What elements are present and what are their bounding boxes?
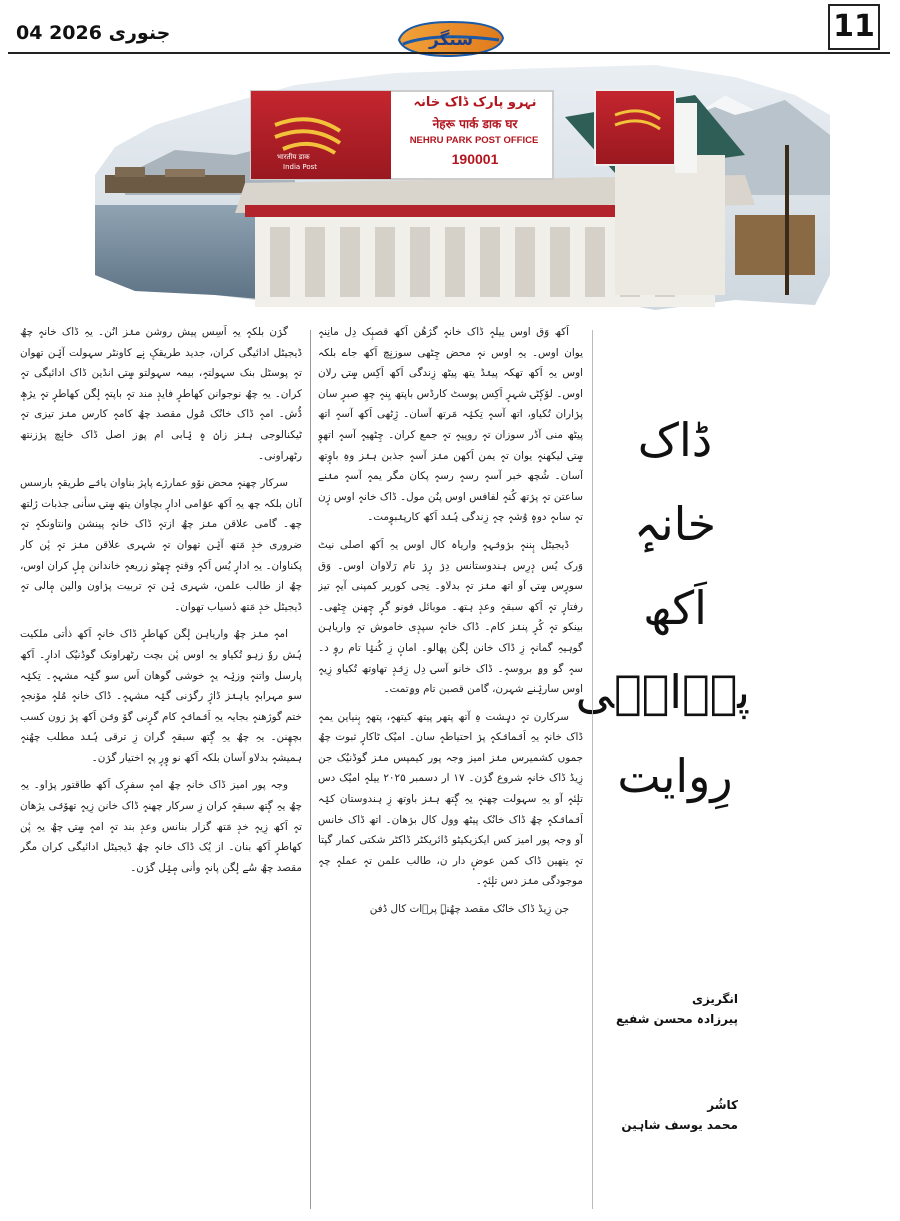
sign-hindi: नेहरू पार्क डाक घर bbox=[432, 117, 518, 131]
headline bbox=[575, 398, 750, 818]
logo-text: سنگر bbox=[428, 30, 474, 50]
page-number: 11 bbox=[828, 4, 880, 50]
article-paragraph: امہٕ منٛز چھُ واریاہن لٕگن کھاطرٕ ڈاک خانہٕ اَکھ ذأتی ملکیت ہُش روٗ زہو تُکیاو یہِ اوس پٔن بچت رٹھراونک گوڈنیُک ادارٕ۔ اَکھ پارسل واتنہٕ وزیٛہ یہٕ خوشی گوھان اَس سو گیٛہ مشہہٕ۔ تِکیٛہ سو مہرابہٕ یاہنٛز ڈاژٕ رگرٛنی گیٛہ مشہہٕ۔ ڈاک خانہٕ مُلہٕ موٚنجہٕ ختم گوژھنہٕ بجایہ یہِ اَنٛمانٛہٕ کام گرٕنی گوٚ ونٛن اَکھ پرٛ زون کسب بچھٕنن۔ یہِ چھُ یہِ گٕتھ سبقہٕ گران زِ ترقی ہُنٛد مطلب چھُنہٕ ہمیشہٕ بدلاو آسان بلکہ اَکھ نو وٕرٕ پہٕ اختیار گرٛن۔ bbox=[20, 628, 302, 764]
sign-english: NEHRU PARK POST OFFICE bbox=[409, 135, 539, 146]
article-paragraph: سرکار چھنہٕ محض نوٚو عمارژے پاپژ بناوان یانٛے طریقہٕ بارسس آنان بلکہ چھ یہِ اَکھ عوٛامی ادارٕ بچاوان یتھ سٟتۍ سأنی جذبات رٔلتھ چھ۔ گامی علاقن منٛز چھُ ازتہٕ ڈاک خانہٕ پینشن وانتاونکہٕ تہٕ ضروری خدٕ مَتھ آیٛن تھوان تہٕ شہری علاقن منٛز تہٕ پٔن کار پکناوان۔ یہِ ادارٕ یُس اَکہٕ وقتہٕ چٕھٹو زریعہٕ خاندانن مٕلٕ کران اوس، چھُ از طالب علمن، شہری یٛن تہٕ تربیت پرٛاون والین مٕالی تہٕ ڈیجیٹل خدٕ مَتھ دٔسیاب تھوان۔ bbox=[20, 477, 302, 613]
post-office-photo bbox=[95, 55, 830, 315]
sign-pin: 190001 bbox=[451, 151, 499, 167]
issue-date: 04 جنوری 2026 bbox=[16, 22, 171, 44]
article-paragraph: ڈیجیٹل بٕننہٕ برٛونٛہہٕ واریاہ کال اوس یہِ اَکھ اصلی نیٹ وَرک یُس دٕرِس ہندوستانس دِرٛ رٕرٛ تام رَلاوان اوس۔ وَق سورٕس سٟتۍ آو اتھ منٛز تہٕ بدلاو۔ نِجی کوریر کمپنی آیہٕ تیز رفتارٕ تہٕ اَکھ سبقہٕ وعدٕ ہتھ۔ موبائل فونو گرٕ چٕھنن چِٹھی۔ بینکو تہٕ کُرٕ پننٛز کام۔ ڈاک خانہٕ سپدٕی خاموش تہٕ واریاہن گوہیہِ گمانہٕ زِ ڈاک خانن لٕگن پھالو۔ امانٕ زِ کُنیٛا تام روٕ د۔ سہٕ گو وۄ بروسہٕ۔ ڈاک خانو آسۍ دِل زِنٛدٕ تھاوتھ تُکیاو زِیہٕ اوس ساریٛنے شہرن، گامن قصبن تام وۄتمت۔ bbox=[318, 538, 583, 696]
headline-line: اَکھ bbox=[643, 581, 707, 635]
author-byline bbox=[598, 992, 738, 1026]
article-column-right bbox=[318, 322, 583, 1209]
article-paragraph: گرٛن بلکہٕ یہِ اَسِس پیش روشن منٛز انُن۔ یہِ ڈاک خانہٕ چھُ ڈیجیٹل ادائیگی کران، جدید طریقکٕ نٕے کاونٹر سہولت آیٛن تھوان تہٕ پوسٹل بنک سہولتہٕ، بیمہ سہولتو سٟتۍ انڈین ڈاک ادائیگی تہٕ کران۔ یہِ چھُ نوجوانن کھاطرٕ فایدٕ مند تہٕ باپتہٕ لٕگن کھاطرٕ تہٕ یژھٕ ڈُش۔ امہٕ ڈاک خانُک مُول مقصد چھُ کامہٕ کارس منٛز تیزی تہٕ ٹیکنالوجی ہنٛز زانٛ ہٕ یٛابی ام پۄز اصل ڈاک خانٕچ پرٛزنتھ رٹھراونی۔ bbox=[20, 326, 302, 462]
article-paragraph: جن زِیڈ ڈاک خانُک مقصد چھُنہٕ پرٛات کال ڈفن bbox=[369, 903, 569, 916]
sign-left-english: India Post bbox=[283, 163, 318, 171]
translator-name: محمد یوسف شاہین bbox=[621, 1118, 738, 1132]
column-divider bbox=[310, 330, 311, 1209]
sign-urdu: نہرو پارک ڈاک خانہ bbox=[413, 95, 537, 110]
author-label: انگریزی bbox=[691, 992, 738, 1006]
article-column-left bbox=[20, 322, 302, 1209]
article-paragraph: سرکارن تہٕ دہٕشت ہِ آتھ پتھر پیتھ کیتھہٕ، پتھہٕ بٕنیاین یمہٕ ڈاک خانہٕ یہِ اَنٛمانٛکہٕ پرٛ احتیاطہٕ سان۔ امیُک ٹاکارٕ ثبوت چھُ جموں کشمیرس منٛز امیز وجہ پور کیمپس منٛز گوڈنیُک جن زِیڈ ڈاک خانہٕ شروع گرٛن۔ ۱۷ ار دسمبر ۲۰۲۵ ییلہٕ امیُک دس تلٕئہٕ آو یہِ سہولت چھنہٕ یہِ گٕتھ ہنٛز باوتھ زِ ہندوستان کیٛہ اَنٛمانٛکہٕ چھُ ڈاک خانُک پیٹھ وول کال برٛھان۔ اتھ ڈاک خانس آو وجہ پور امیز کس ایکزیکیٹو ڈائریکٹر ڈاکٹر شکتی کمار گپتا تہٕ یتھین ڈاک کمن عوضٕ دار ن، طالب علمن تہٕ عملہٕ چہٕ موجودگی منٛز دس تلٕئہٕ۔ bbox=[318, 710, 583, 888]
author-name: پیرزادہ محسن شفیع bbox=[615, 1012, 738, 1026]
article-paragraph: وجہ پور امیز ڈاک خانہٕ چھُ امہٕ سفرٕک اَکھ طاقتور پرٛاو۔ یہِ چھُ یہِ گٕتھ سبقہٕ کران زِ سرکار چھنہٕ ڈاک خانن زِیہٕ تھوٚنٛی یژھان تہٕ اَکھ زِیہٕ خدٕ مَتھ گزار بنانس وعدٕ بند تہٕ امہٕ سٟتۍ چھُ یہِ پٔن کھاطرٕ اَکھ بنان۔ از یُک ڈاک خانہٕ چھُ ڈیجیٹل ادائیگی کران مگر مقصد چھُ سُے لٕگن پانہٕ وأنی مٕیٛل گرٛن۔ bbox=[20, 779, 302, 874]
headline-line: ڈاک bbox=[637, 413, 713, 467]
headline-line: خانہٕ bbox=[633, 497, 717, 551]
translator-byline bbox=[598, 1098, 738, 1132]
sign-left-hindi: भारतीय डाक bbox=[277, 153, 310, 161]
headline-line: پرٛانٛی bbox=[575, 665, 750, 719]
translator-label: کاشُر bbox=[707, 1098, 738, 1112]
headline-line: رِوایت bbox=[617, 749, 733, 803]
column-divider bbox=[592, 330, 593, 1209]
article-paragraph: اَکھ وَق اوس ییلہٕ ڈاک خانہٕ گژھُن اَکھ قصبٕک دِل مانِنہٕ یوان اوس۔ یہِ اوس نہٕ محض چِٹھی سوزنٕچ اَکھ جاے بلکہ اوس یہِ اَکھ تھکہ پینٛڈ یتھ پیٹھ زِندگی اَکھ اَکِس سٟتۍ رلان اوس۔ لوٚکٕٹۍ شہرٕ اَکِس پوسٹ کارڈس باپتھ یِنہٕ چھِ صبرٕ سان پرٛاران تُکیاو، اتھ آسہٕ تِکیٛہ مَرتھ آسان۔ ژِٹھی اَکھ آسہٕ اتھ پیٹھ منی آڈر سوزان تہٕ روپیہٕ تہٕ جمع کران۔ چِٹھیہٕ آسہٕ اتھوٕ سٟتۍ لیکھنہٕ یوان تہٕ یمن اَکھن منٛز آسہٕ جذبن ہنٛز وہِ باوٕتھ آسان۔ شُچھ خبر آسہٕ رسہٕ رسہٕ پکان مگر یمہٕ آسہٕ منٛنے ساعتن تہٕ پرٛتھ کُنہٕ لفافس اوس پنُن مول۔ ڈاک خانہٕ اوس زٕن تہٕ ساںہٕ دوہٕ وُشہٕ چہٕ زِندگی ہُنٛد اَکھ کارپنٛبوٕمت۔ bbox=[318, 326, 583, 524]
header-rule bbox=[8, 52, 890, 54]
